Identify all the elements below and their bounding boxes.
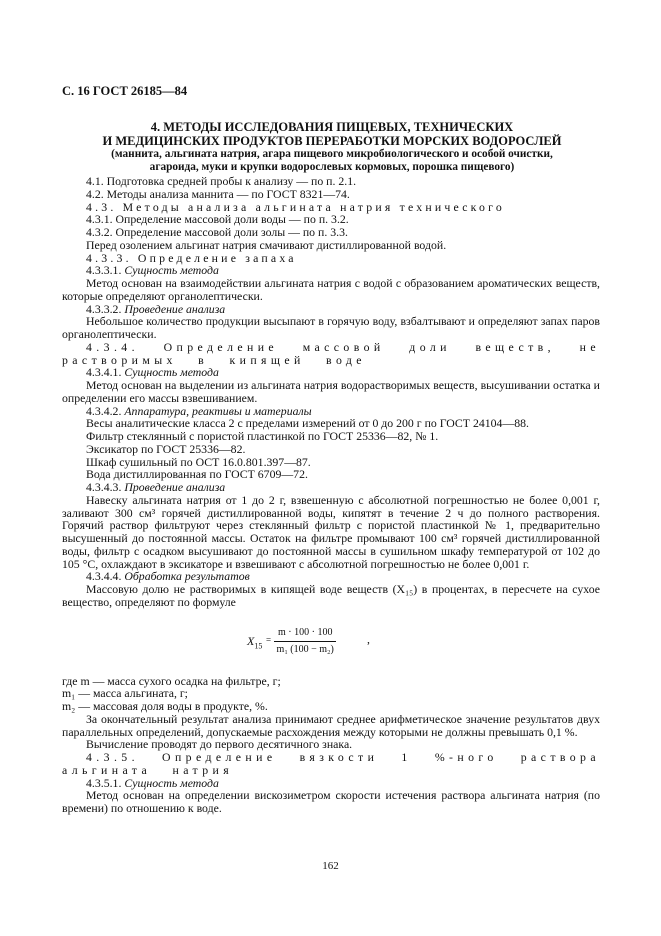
subheading-number: 4.3.3.2.: [86, 301, 125, 316]
subheading-title: Обработка результатов: [124, 569, 250, 584]
paragraph: Вычисление проводят до первого десятичного знака.: [86, 737, 353, 752]
formula-legend: m₂ — массовая доля воды в продукте, %.: [62, 699, 268, 713]
subheading-number: 4.3.4.1.: [86, 365, 125, 380]
title-line: 4. МЕТОДЫ ИССЛЕДОВАНИЯ ПИЩЕВЫХ, ТЕХНИЧЕСКИХ: [150, 120, 514, 134]
paragraph: 4.2. Методы анализа маннита — по ГОСТ 8321—74.: [86, 186, 350, 201]
formula-lhs: $X_{15}$: [247, 633, 263, 650]
subheading-number: 4.3.4.4.: [86, 569, 125, 584]
page-header: С. 16 ГОСТ 26185—84: [62, 84, 188, 98]
subheading-number: 4.3.3.1.: [86, 263, 125, 278]
paragraph: Весы аналитические класса 2 с пределами измерений от 0 до 200 г по ГОСТ 24104—88.: [86, 416, 529, 431]
subheading-title: Проведение анализа: [124, 480, 226, 494]
formula-legend: m₁ — масса альгината, г;: [62, 686, 188, 701]
subheading-number: 4.3.4.2.: [86, 403, 125, 418]
section-heading: 4.3.5. Определение вязкости 1 %-ного раствора альгината натрия: [62, 750, 600, 777]
subheading-title: Сущность метода: [124, 263, 219, 278]
title-subtitle: агароида, муки и крупки водорослевых кормовых, порошка пищевого): [149, 161, 515, 173]
formula-legend: где m — масса сухого осадка на фильтре, г;: [62, 673, 281, 688]
subheading-title: Сущность метода: [124, 365, 219, 380]
paragraph: Метод основан на взаимодействии альгината натрия с водой с образованием ароматических веществ, которые определяют органолептически.: [62, 276, 600, 303]
formula-equals: =: [266, 634, 272, 645]
paragraph: Эксикатор по ГОСТ 25336—82.: [86, 441, 246, 456]
paragraph: Массовую долю не растворимых в кипящей воде веществ (X₁₅) в процентах, в пересчете на сухое вещество, определяют по формуле: [62, 582, 600, 609]
paragraph: Навеску альгината натрия от 1 до 2 г, взвешенную с абсолютной погрешностью не более 0,001 г, заливают 300 см³ горячей дистиллированной воды, кипятят в течение 2 ч до полного растворения. Горячий раствор фильтруют через стеклянный фильтр с пористой пластинкой № 1, предварительно высушенный до постоянной массы. Остаток на фильтре промывают 100 см³ горячей дистиллированной воды, фильтр с осадком высушивают до постоянной массы в сушильном шкафу температурой от 102 до 105 °С, охлаждают в эксикаторе и взвешивают с абсолютной погрешностью не более 0,001 г.: [62, 492, 600, 571]
section-heading: 4.3. Методы анализа альгината натрия технического: [86, 199, 505, 214]
paragraph: 4.1. Подготовка средней пробы к анализу — по п. 2.1.: [86, 174, 357, 188]
section-heading: 4.3.3. Определение запаха: [86, 250, 297, 265]
formula-numerator: m · 100 · 100: [274, 627, 336, 643]
subheading-number: 4.3.4.3.: [86, 480, 125, 494]
page-number: 162: [322, 860, 339, 872]
paragraph: 4.3.2. Определение массовой доли золы — по п. 3.3.: [86, 225, 348, 239]
paragraph: За окончательный результат анализа принимают среднее арифметическое значение результатов двух параллельных определений, допускаемые расхождения между которыми не должны превышать 0,1 %.: [62, 711, 600, 739]
subheading: [62, 481, 600, 494]
section-heading: 4.3.4. Определение массовой доли веществ, не растворимых в кипящей воде: [62, 339, 600, 367]
document-body: [62, 175, 600, 815]
title-line: И МЕДИЦИНСКИХ ПРОДУКТОВ ПЕРЕРАБОТКИ МОРСКИХ ВОДОРОСЛЕЙ: [102, 133, 562, 148]
paragraph: Фильтр стеклянный с пористой пластинкой по ГОСТ 25336—82, № 1.: [86, 429, 439, 443]
subheading-title: Сущность метода: [124, 775, 219, 790]
paragraph: Метод основан на выделении из альгината натрия водорастворимых веществ, высушивании остатка и определении его массы взвешиванием.: [62, 378, 600, 405]
paragraph: 4.3.1. Определение массовой доли воды — по п. 3.2.: [86, 212, 349, 227]
subheading-number: 4.3.5.1.: [86, 775, 125, 790]
formula-denominator: m₁ (100 − m₂): [276, 644, 334, 656]
section-title: [62, 121, 602, 174]
paragraph: Вода дистиллированная по ГОСТ 6709—72.: [86, 467, 308, 482]
paragraph: Метод основан на определении вискозиметром скорости истечения раствора альгината натрия (по времени) по отношению к воде.: [62, 788, 600, 815]
paragraph: Шкаф сушильный по ОСТ 16.0.801.397—87.: [86, 454, 311, 469]
subheading-title: Аппаратура, реактивы и материалы: [124, 403, 312, 418]
subheading-title: Проведение анализа: [124, 301, 226, 316]
formula: [62, 609, 600, 675]
formula-fraction: [274, 627, 336, 658]
paragraph: Перед озолением альгинат натрия смачивают дистиллированной водой.: [86, 237, 447, 252]
title-subtitle: (маннита, альгината натрия, агара пищевого микробиологического и особой очистки,: [111, 148, 553, 160]
formula-comma: ,: [367, 631, 370, 646]
paragraph: Небольшое количество продукции высыпают в горячую воду, взбалтывают и определяют запах паров органолептически.: [62, 314, 600, 341]
